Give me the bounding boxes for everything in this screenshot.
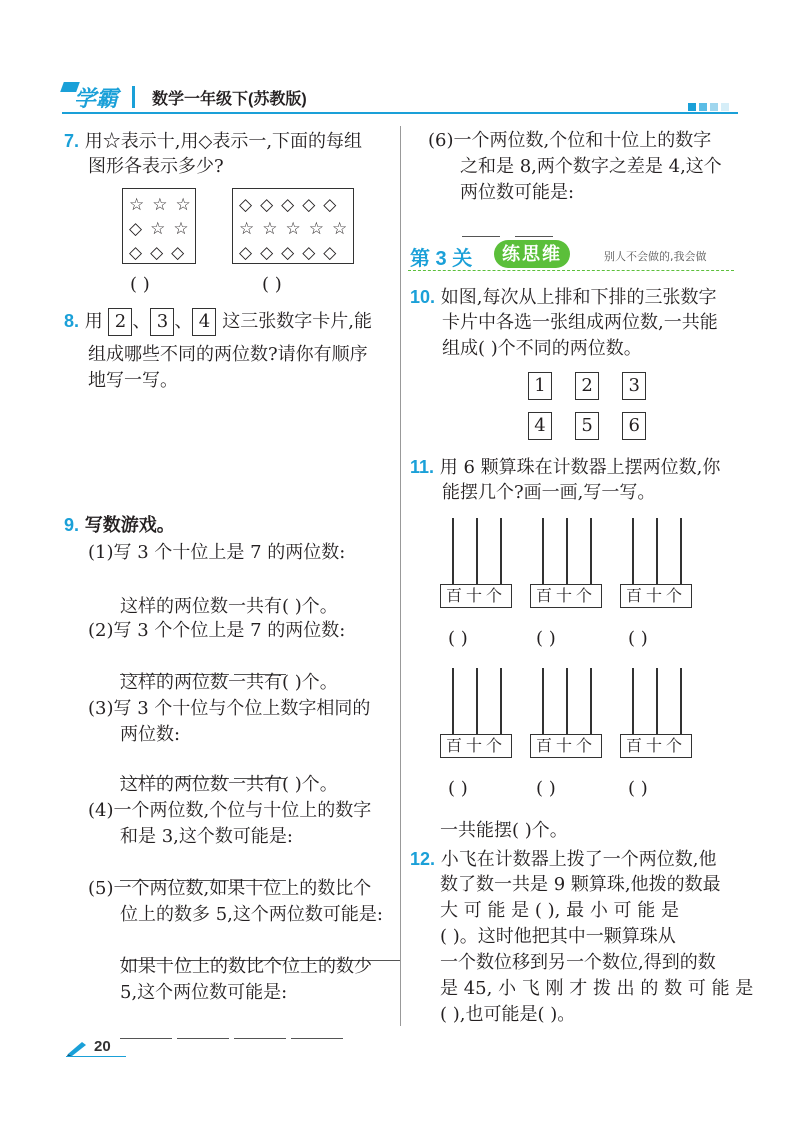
number-card: 1 [528, 372, 552, 400]
q9-part6: (6)一个两位数,个位和十位上的数字 [428, 130, 712, 151]
q11-line1: 用 6 颗算珠在计数器上摆两位数,你 [439, 457, 721, 478]
q12-line5: 一个数位移到另一个数位,得到的数 [440, 952, 716, 973]
q11-answer: 一共能摆( )个。 [440, 820, 568, 841]
number-card: 3 [622, 372, 646, 400]
answer-paren[interactable]: ( ) [536, 628, 556, 649]
q9-part3: (3)写 3 个十位与个位上数字相同的 [88, 698, 371, 719]
column-divider [400, 126, 401, 1026]
abacus[interactable] [530, 668, 604, 756]
question-8 [64, 308, 372, 336]
q9-part5c: 如果十位上的数比个位上的数少 [120, 956, 372, 977]
q10-line3: 组成( )个不同的两位数。 [442, 338, 642, 359]
question-number: 10. [410, 287, 436, 307]
q12-line7: ( ),也可能是( )。 [440, 1004, 576, 1025]
q9-part6b: 之和是 8,两个数字之差是 4,这个 [460, 156, 722, 177]
q12-line3: 大 可 能 是 ( ), 最 小 可 能 是 [440, 900, 679, 921]
abacus-label: 百十个 [530, 584, 602, 608]
abacus[interactable] [440, 668, 514, 756]
q9-part6c: 两位数可能是: [460, 182, 575, 203]
number-card: 2 [108, 308, 132, 336]
q9-part2-answer: 这样的两位数一共有( )个。 [120, 672, 338, 693]
question-12 [410, 846, 717, 873]
q9-part5: (5)一个两位数,如果十位上的数比个 [88, 878, 372, 899]
question-number: 9. [64, 515, 80, 535]
q9-part4: (4)一个两位数,个位与十位上的数字 [88, 800, 372, 821]
q9-part2: (2)写 3 个个位上是 7 的两位数: [88, 620, 346, 641]
abacus-label: 百十个 [620, 734, 692, 758]
figure-2-row: ☆☆☆☆☆ [239, 219, 356, 239]
abacus[interactable] [620, 518, 694, 606]
figure-1 [122, 188, 199, 264]
figure-1-row: ☆☆☆ [129, 195, 199, 215]
number-card: 2 [575, 372, 599, 400]
q9-part3b: 两位数: [120, 724, 181, 745]
q10-line1: 如图,每次从上排和下排的三张数字 [440, 287, 717, 308]
logo-divider [132, 86, 135, 108]
top-card-row [528, 372, 646, 400]
separator: 、 [174, 311, 193, 332]
abacus[interactable] [620, 668, 694, 756]
answer-paren[interactable]: ( ) [262, 274, 282, 295]
q12-line6: 是 45, 小 飞 刚 才 拨 出 的 数 可 能 是 [440, 978, 754, 999]
abacus[interactable] [440, 518, 514, 606]
q7-line1: 用☆表示十,用◇表示一,下面的每组 [84, 131, 363, 152]
answer-paren[interactable]: ( ) [628, 628, 648, 649]
number-card: 4 [528, 412, 552, 440]
figure-2 [232, 188, 354, 264]
q7-line2: 图形各表示多少? [88, 156, 224, 177]
question-10 [410, 284, 717, 311]
question-number: 11. [410, 457, 435, 477]
figure-1-row: ◇◇◇ [129, 243, 193, 263]
abacus-label: 百十个 [530, 734, 602, 758]
q12-line1: 小飞在计数器上拨了一个两位数,他 [440, 849, 717, 870]
book-subtitle: 数学一年级下(苏教版) [152, 91, 307, 108]
section-label: 第 3 关 [410, 248, 473, 270]
question-11 [410, 454, 720, 481]
question-7 [64, 128, 362, 155]
footer-rule [66, 1056, 126, 1057]
number-card: 6 [622, 412, 646, 440]
header [62, 80, 742, 112]
figure-2-row: ◇◇◇◇◇ [239, 243, 345, 263]
question-number: 7. [64, 131, 80, 151]
q12-line2: 数了数一共是 9 颗算珠,他拨的数最 [440, 874, 721, 895]
q8-pre: 用 [84, 311, 103, 332]
section-banner [408, 238, 738, 272]
q9-part1: (1)写 3 个十位上是 7 的两位数: [88, 542, 346, 563]
separator: 、 [132, 311, 151, 332]
number-card: 5 [575, 412, 599, 440]
section-slogan: 别人不会做的,我会做 [604, 250, 707, 263]
abacus-label: 百十个 [620, 584, 692, 608]
q9-title: 写数游戏。 [84, 515, 175, 536]
page-number: 20 [94, 1038, 111, 1055]
header-rule [62, 112, 738, 114]
q8-line2: 组成哪些不同的两位数?请你有顺序 [88, 344, 368, 365]
q9-part5d: 5,这个两位数可能是: [120, 982, 288, 1003]
number-card: 4 [192, 308, 216, 336]
answer-paren[interactable]: ( ) [448, 778, 468, 799]
abacus[interactable] [530, 518, 604, 606]
figure-1-row: ◇☆☆ [129, 219, 197, 239]
question-number: 8. [64, 311, 80, 331]
q9-part1-answer: 这样的两位数一共有( )个。 [120, 596, 338, 617]
q9-part3-answer: 这样的两位数一共有( )个。 [120, 774, 338, 795]
q9-part5b: 位上的数多 5,这个两位数可能是: [120, 904, 383, 925]
answer-paren[interactable]: ( ) [448, 628, 468, 649]
q8-line3: 地写一写。 [88, 370, 178, 391]
logo: 学霸 [74, 86, 119, 111]
figure-2-row: ◇◇◇◇◇ [239, 195, 345, 215]
q12-line4: ( )。这时他把其中一颗算珠从 [440, 926, 676, 947]
answer-blanks[interactable] [120, 1024, 343, 1043]
abacus-label: 百十个 [440, 734, 512, 758]
question-number: 12. [410, 849, 436, 869]
q10-line2: 卡片中各选一张组成两位数,一共能 [442, 312, 718, 333]
question-9 [64, 512, 175, 539]
answer-paren[interactable]: ( ) [628, 778, 648, 799]
bottom-card-row [528, 412, 646, 440]
q9-part4b: 和是 3,这个数可能是: [120, 826, 293, 847]
q8-post: 这三张数字卡片,能 [222, 311, 372, 332]
number-card: 3 [150, 308, 174, 336]
section-badge: 练思维 [494, 240, 570, 268]
section-underline [408, 270, 734, 271]
abacus-label: 百十个 [440, 584, 512, 608]
answer-paren[interactable]: ( ) [130, 274, 150, 295]
pencil-icon [66, 1040, 88, 1060]
q11-line2: 能摆几个?画一画,写一写。 [442, 482, 656, 503]
answer-paren[interactable]: ( ) [536, 778, 556, 799]
